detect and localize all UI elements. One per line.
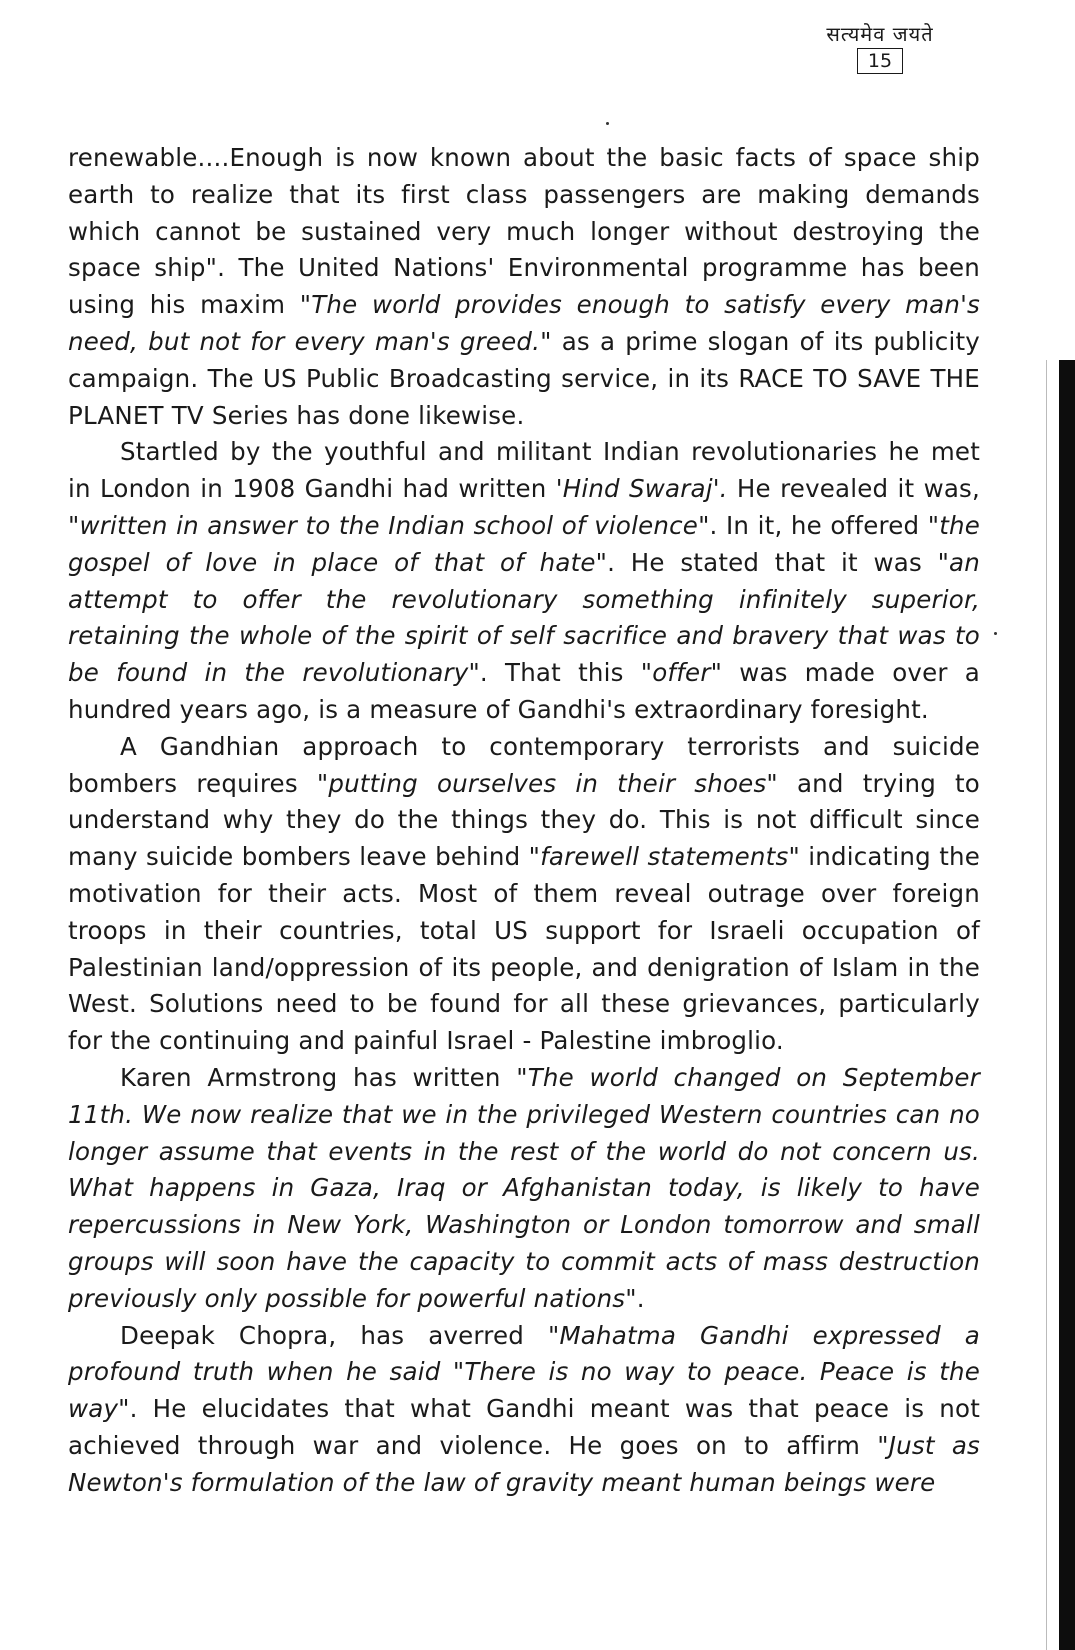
body-text [68,140,980,1501]
header-motto: सत्यमेव जयते [826,22,934,46]
italic-quote-run: offer [652,658,711,688]
text-run: He revealed it was, " [68,474,980,540]
page-number: 15 [857,48,903,74]
text-run: ". [625,1283,645,1313]
italic-quote-run: the gospel of love in place of that of hate [68,510,980,577]
page-header [825,22,935,74]
italic-quote-run: an attempt to offer the revolutionary something infinitely superior, retaining the whole of the spirit of self sacrifice and bravery that was to be found in the revolutionary [68,547,980,688]
paragraph [68,1318,980,1502]
italic-quote-run: written in answer to the Indian school of violence [79,510,699,540]
scan-speck [606,122,609,125]
paragraph [68,140,980,434]
text-run: ". That this " [468,658,653,688]
text-run: " indicating the motivation for their acts. Most of them reveal outrage over foreign troops in their countries, total US support for Israeli occupation of Palestinian land/oppression of its people, and denigration of Islam in the West. Solutions need to be found for all these grievances, particularly for the continuing and painful Israel - Palestine imbroglio. [68,842,981,1056]
italic-quote-run: The world provides enough to satisfy every man's need, but not for every man's greed. [68,290,980,356]
paragraph [68,1060,980,1318]
scan-speck [994,632,997,635]
text-run: ". In it, he offered " [698,510,940,540]
italic-quote-run: putting ourselves in their shoes [328,768,767,798]
paragraph [68,729,980,1060]
text-run: ". He stated that it was " [595,547,950,577]
text-run: Karen Armstrong has written " [120,1062,528,1092]
text-run: " and trying to understand why they do the things they do. This is not difficult since many suicide bombers leave behind " [68,768,981,872]
text-run: " was made over a hundred years ago, is a measure of Gandhi's extraordinary foresight. [68,658,980,724]
scan-edge-line [1046,360,1047,1650]
text-run: A Gandhian approach to contemporary terrorists and suicide bombers requires " [68,731,980,798]
text-run: renewable....Enough is now known about the basic facts of space ship earth to realize that its first class passengers are making demands which cannot be sustained very much longer without destroying the space ship". The United Nations' Environmental programme has been using his maxim " [68,143,980,320]
scan-edge-shadow [1059,360,1075,1650]
text-run: Startled by the youthful and militant Indian revolutionaries he met in London in 1908 Gandhi had written [68,437,980,504]
italic-quote-run: 'Hind Swaraj'. [555,474,728,504]
text-run: ". He elucidates that what Gandhi meant was that peace is not achieved through war and violence. He goes on to affirm " [68,1394,980,1460]
text-run: " as a prime slogan of its publicity campaign. The US Public Broadcasting service, in its RACE TO SAVE THE PLANET TV Series has done likewise. [68,326,980,430]
text-run: Deepak Chopra, has averred " [120,1320,560,1350]
italic-quote-run: farewell statements [540,842,789,872]
italic-quote-run: Just as Newton's formulation of the law of gravity meant human beings were [68,1430,980,1497]
italic-quote-run: The world changed on September 11th. We now realize that we in the privileged Western countries can no longer assume that events in the rest of the world do not concern us. What happens in Gaza, Iraq or Afghanistan today, is likely to have repercussions in New York, Washington or London tomorrow and small groups will soon have the capacity to commit acts of mass destruction previously only possible for powerful nations [68,1062,980,1313]
italic-quote-run: Mahatma Gandhi expressed a profound truth when he said "There is no way to peace. Peace is the way [68,1320,981,1424]
paragraph [68,434,980,728]
